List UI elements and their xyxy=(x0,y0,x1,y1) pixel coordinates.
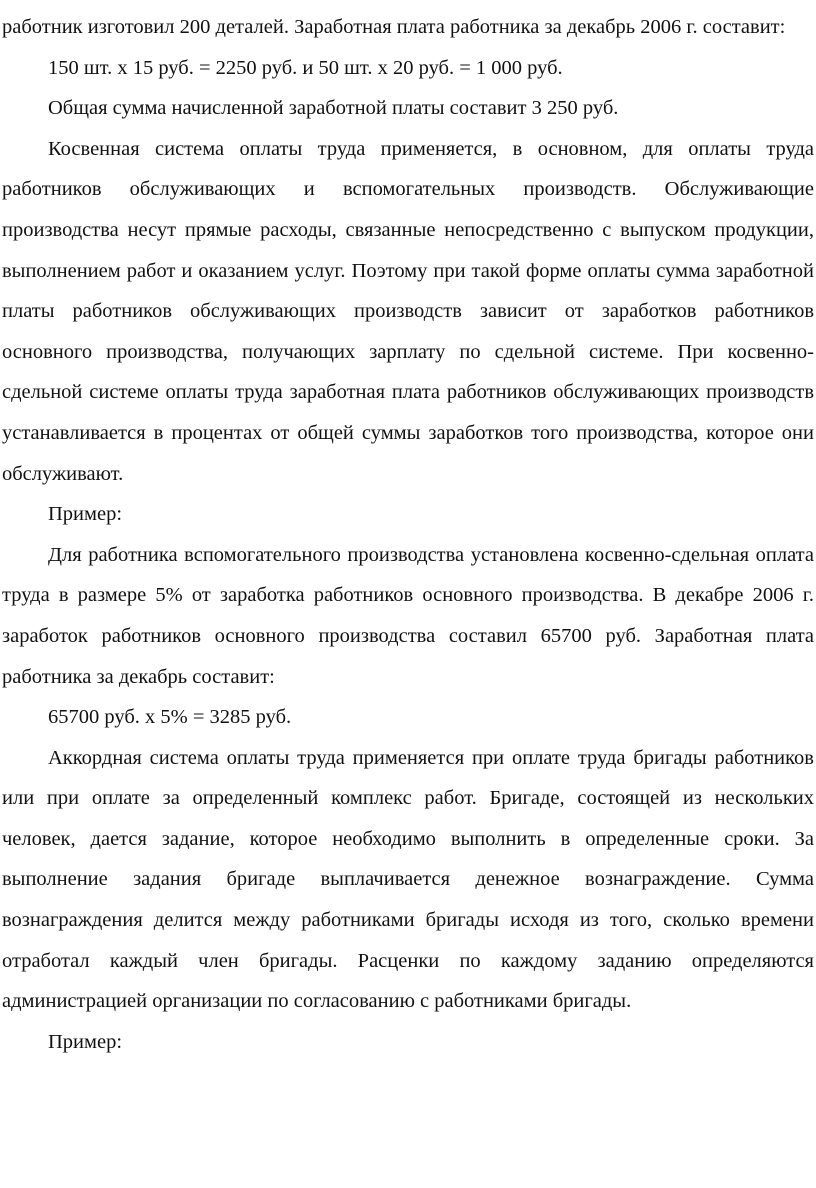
paragraph-example-label: Пример: xyxy=(48,503,123,526)
paragraph-indirect-system: Косвенная система оплаты труда применяется, в основном, для оплаты труда работников обслуживающих и вспомогательных производств. Обслуживающие производства несут прямые расходы, связанные непосредственно с выпуском продукции, выполнением работ и оказанием услуг. Поэтому при такой форме оплаты сумма заработной платы работников обслуживающих производств зависит от заработков работников основного производства, получающих зарплату по сдельной системе. При косвенно-сдельной системе оплаты труда заработная плата работников обслуживающих производств устанавливается в процентах от общей суммы заработков того производства, которое они обслуживают. xyxy=(2,137,814,485)
paragraph-example-label-2: Пример: xyxy=(48,1030,123,1053)
paragraph-calculation: 150 шт. х 15 руб. = 2250 руб. и 50 шт. х 20 руб. = 1 000 руб. xyxy=(48,56,563,79)
paragraph-continuation: работник изготовил 200 деталей. Заработная плата работника за декабрь 2006 г. составит: xyxy=(2,16,786,38)
paragraph-total: Общая сумма начисленной заработной платы составит 3 250 руб. xyxy=(48,97,619,120)
paragraph-accord-system: Аккордная система оплаты труда применяется при оплате труда бригады работников или при оплате за определенный комплекс работ. Бригаде, состоящей из нескольких человек, дается задание, которое необходимо выполнить в определенные сроки. За выполнение задания бригаде выплачивается денежное вознаграждение. Сумма вознаграждения делится между работниками бригады исходя из того, сколько времени отработал каждый член бригады. Расценки по каждому заданию определяются администрацией организации по согласованию с работниками бригады. xyxy=(2,746,814,1013)
paragraph-example-calculation: 65700 руб. х 5% = 3285 руб. xyxy=(48,706,292,729)
paragraph-example-text: Для работника вспомогательного производства установлена косвенно-сдельная оплата труда в размере 5% от заработка работников основного производства. В декабре 2006 г. заработок работников основного производства составил 65700 руб. Заработная плата работника за декабрь составит: xyxy=(2,543,814,688)
